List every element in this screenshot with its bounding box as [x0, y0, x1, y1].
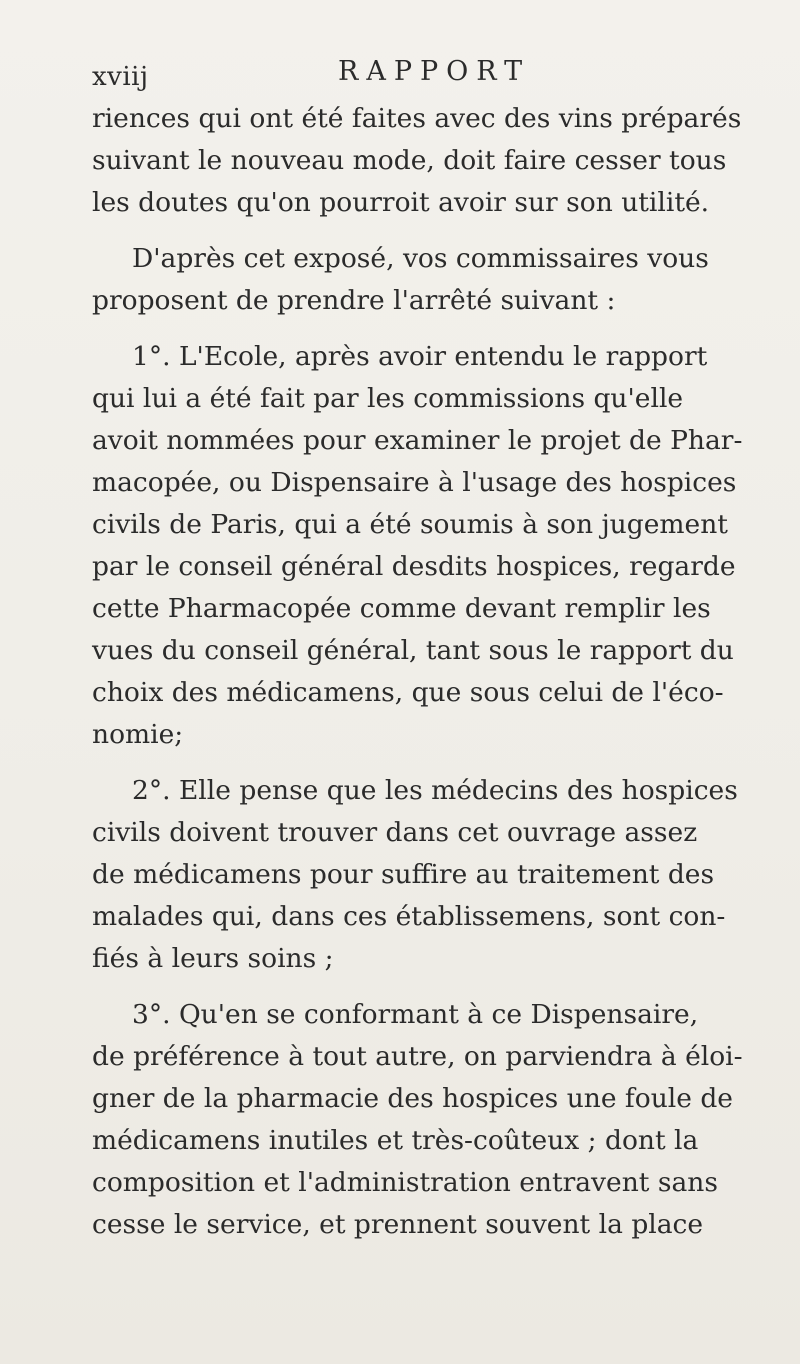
- text-line: civils doivent trouver dans cet ouvrage assez: [92, 817, 698, 848]
- text-line: macopée, ou Dispensaire à l'usage des hospices: [92, 467, 737, 498]
- text-line: par le conseil général desdits hospices, regarde: [92, 551, 736, 582]
- text-line: 1°. L'Ecole, après avoir entendu le rapport: [132, 341, 708, 372]
- paragraph-gap: [92, 224, 738, 238]
- paragraph-gap: [92, 322, 738, 336]
- paragraph-gap: [92, 756, 738, 770]
- text-line: suivant le nouveau mode, doit faire cesser tous: [92, 145, 727, 176]
- text-line: de médicamens pour suffire au traitement des: [92, 859, 715, 890]
- text-line: D'après cet exposé, vos commissaires vous: [132, 243, 709, 274]
- text-line: vues du conseil général, tant sous le rapport du: [92, 635, 734, 666]
- body-text: [92, 98, 743, 1246]
- paragraph-gap: [92, 980, 738, 994]
- text-line: choix des médicamens, que sous celui de l'éco-: [92, 677, 724, 708]
- text-line: proposent de prendre l'arrêté suivant :: [92, 285, 616, 316]
- text-line: cesse le service, et prennent souvent la place: [92, 1209, 704, 1240]
- text-line: les doutes qu'on pourroit avoir sur son utilité.: [92, 187, 710, 218]
- text-line: cette Pharmacopée comme devant remplir les: [92, 593, 711, 624]
- text-line: nomie;: [92, 719, 184, 750]
- text-line: avoit nommées pour examiner le projet de Phar-: [92, 425, 743, 456]
- text-line: malades qui, dans ces établissemens, sont con-: [92, 901, 726, 932]
- text-line: 3°. Qu'en se conformant à ce Dispensaire,: [132, 999, 699, 1030]
- text-line: médicamens inutiles et très-coûteux ; dont la: [92, 1125, 699, 1156]
- text-line: civils de Paris, qui a été soumis à son jugement: [92, 509, 728, 540]
- text-line: gner de la pharmacie des hospices une foule de: [92, 1083, 733, 1114]
- page-header: [92, 56, 732, 96]
- text-line: 2°. Elle pense que les médecins des hospices: [132, 775, 738, 806]
- text-line: de préférence à tout autre, on parviendra à éloi-: [92, 1041, 743, 1072]
- text-line: qui lui a été fait par les commissions qu'elle: [92, 383, 684, 414]
- page-number: xviij: [92, 62, 149, 92]
- text-line: composition et l'administration entravent sans: [92, 1167, 718, 1198]
- text-line: riences qui ont été faites avec des vins préparés: [92, 103, 742, 134]
- text-line: fiés à leurs soins ;: [92, 943, 334, 974]
- running-title: RAPPORT: [338, 56, 531, 87]
